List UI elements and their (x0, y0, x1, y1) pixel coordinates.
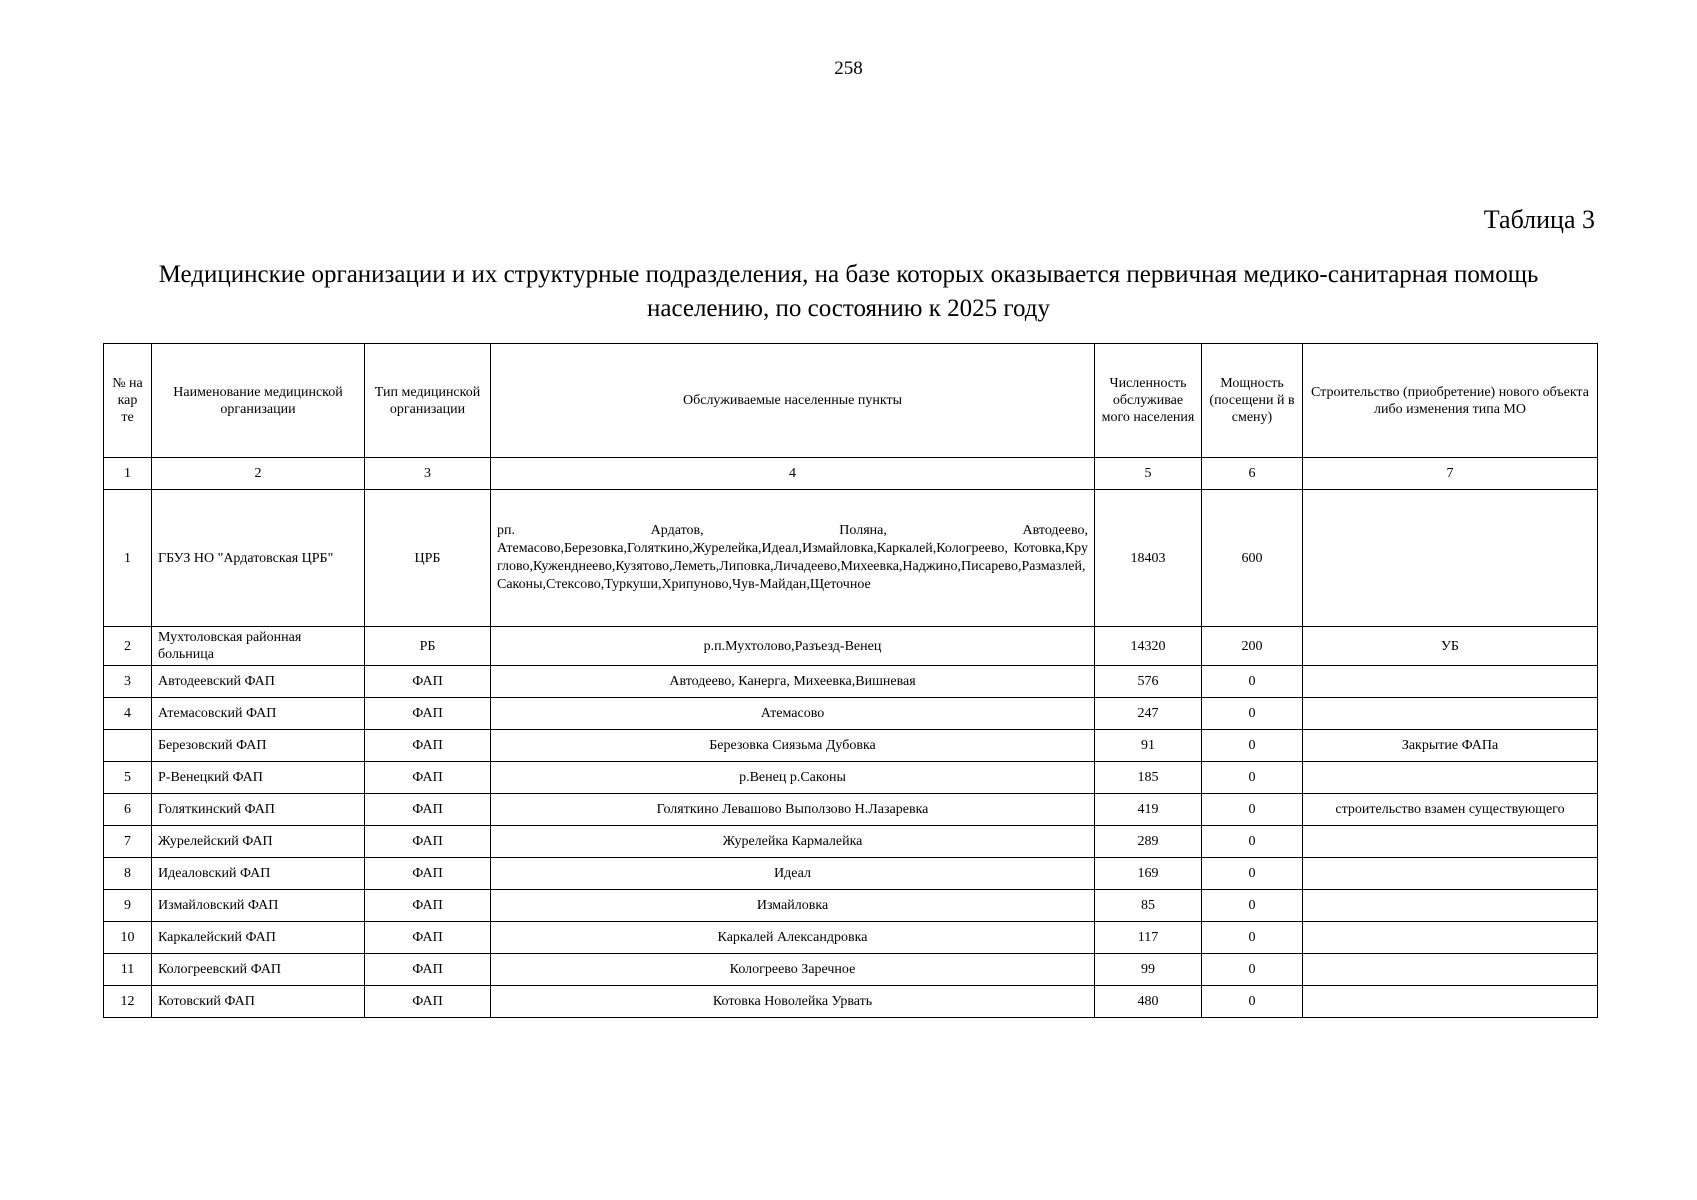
table-row (104, 890, 1598, 922)
cell-population: 99 (1095, 954, 1202, 986)
cell-organization-type: ЦРБ (365, 490, 491, 627)
cell-organization-name: Измайловский ФАП (152, 890, 365, 922)
cell-organization-name: Журелейский ФАП (152, 826, 365, 858)
cell-organization-name: Идеаловский ФАП (152, 858, 365, 890)
table-row (104, 666, 1598, 698)
cell-population: 480 (1095, 986, 1202, 1018)
cell-organization-name: Березовский ФАП (152, 730, 365, 762)
page-number: 258 (834, 58, 863, 79)
cell-organization-name: Р-Венецкий ФАП (152, 762, 365, 794)
cell-organization-type: РБ (365, 627, 491, 666)
table-row (104, 922, 1598, 954)
cell-population: 14320 (1095, 627, 1202, 666)
table-row (104, 826, 1598, 858)
cell-construction: строительство взамен существующего (1303, 794, 1598, 826)
cell-organization-type: ФАП (365, 986, 491, 1018)
cell-construction (1303, 986, 1598, 1018)
cell-population: 169 (1095, 858, 1202, 890)
cell-population: 289 (1095, 826, 1202, 858)
cell-population: 91 (1095, 730, 1202, 762)
cell-population: 117 (1095, 922, 1202, 954)
cell-construction (1303, 922, 1598, 954)
cell-construction: Закрытие ФАПа (1303, 730, 1598, 762)
table-row (104, 627, 1598, 666)
cell-capacity: 0 (1202, 826, 1303, 858)
cell-capacity: 600 (1202, 490, 1303, 627)
header-construction: Строительство (приобретение) нового объекта либо изменения типа МО (1303, 344, 1598, 458)
cell-organization-type: ФАП (365, 858, 491, 890)
cell-organization-name: Голяткинский ФАП (152, 794, 365, 826)
header-organization-name: Наименование медицинской организации (152, 344, 365, 458)
cell-construction (1303, 858, 1598, 890)
table-row (104, 762, 1598, 794)
cell-organization-name: ГБУЗ НО "Ардатовская ЦРБ" (152, 490, 365, 627)
cell-settlements: р.п.Мухтолово,Разъезд-Венец (491, 627, 1095, 666)
table-header-row (104, 344, 1598, 458)
table-row (104, 794, 1598, 826)
column-number: 5 (1095, 458, 1202, 490)
cell-population: 85 (1095, 890, 1202, 922)
cell-construction: УБ (1303, 627, 1598, 666)
cell-organization-name: Автодеевский ФАП (152, 666, 365, 698)
column-number: 7 (1303, 458, 1598, 490)
cell-capacity: 0 (1202, 698, 1303, 730)
cell-capacity: 0 (1202, 730, 1303, 762)
cell-map-number: 6 (104, 794, 152, 826)
cell-construction (1303, 890, 1598, 922)
table-row (104, 954, 1598, 986)
table-label: Таблица 3 (1483, 205, 1595, 234)
cell-map-number: 4 (104, 698, 152, 730)
cell-construction (1303, 698, 1598, 730)
table-row (104, 858, 1598, 890)
cell-settlements: Измайловка (491, 890, 1095, 922)
cell-organization-type: ФАП (365, 954, 491, 986)
cell-settlements: Кологреево Заречное (491, 954, 1095, 986)
cell-settlements: Атемасово (491, 698, 1095, 730)
table-row (104, 730, 1598, 762)
cell-organization-name: Котовский ФАП (152, 986, 365, 1018)
cell-map-number: 3 (104, 666, 152, 698)
cell-organization-type: ФАП (365, 666, 491, 698)
cell-organization-name: Каркалейский ФАП (152, 922, 365, 954)
cell-population: 576 (1095, 666, 1202, 698)
column-number: 6 (1202, 458, 1303, 490)
table-row (104, 490, 1598, 627)
cell-organization-name: Мухтоловская районная больница (152, 627, 365, 666)
cell-capacity: 0 (1202, 922, 1303, 954)
cell-capacity: 0 (1202, 986, 1303, 1018)
cell-settlements: Журелейка Кармалейка (491, 826, 1095, 858)
cell-organization-type: ФАП (365, 922, 491, 954)
cell-organization-type: ФАП (365, 762, 491, 794)
cell-capacity: 0 (1202, 794, 1303, 826)
header-population: Численность обслуживае мого населения (1095, 344, 1202, 458)
cell-settlements: Каркалей Александровка (491, 922, 1095, 954)
cell-map-number: 2 (104, 627, 152, 666)
header-capacity: Мощность (посещени й в смену) (1202, 344, 1303, 458)
header-organization-type: Тип медицинской организации (365, 344, 491, 458)
column-number-row (104, 458, 1598, 490)
cell-map-number: 9 (104, 890, 152, 922)
cell-map-number: 12 (104, 986, 152, 1018)
cell-organization-name: Кологреевский ФАП (152, 954, 365, 986)
column-number: 3 (365, 458, 491, 490)
cell-map-number: 1 (104, 490, 152, 627)
cell-population: 419 (1095, 794, 1202, 826)
cell-map-number: 11 (104, 954, 152, 986)
cell-organization-type: ФАП (365, 826, 491, 858)
cell-settlements (491, 490, 1095, 627)
cell-construction (1303, 666, 1598, 698)
cell-map-number: 10 (104, 922, 152, 954)
cell-settlements: Голяткино Левашово Выползово Н.Лазаревка (491, 794, 1095, 826)
cell-settlements: р.Венец р.Саконы (491, 762, 1095, 794)
cell-settlements: Березовка Сиязьма Дубовка (491, 730, 1095, 762)
column-number: 2 (152, 458, 365, 490)
cell-organization-type: ФАП (365, 698, 491, 730)
cell-organization-type: ФАП (365, 730, 491, 762)
organizations-table (103, 343, 1598, 1018)
cell-capacity: 200 (1202, 627, 1303, 666)
cell-construction (1303, 490, 1598, 627)
table-row (104, 698, 1598, 730)
cell-construction (1303, 762, 1598, 794)
header-map-number: № на кар те (104, 344, 152, 458)
cell-population: 185 (1095, 762, 1202, 794)
cell-organization-type: ФАП (365, 794, 491, 826)
cell-settlements: Идеал (491, 858, 1095, 890)
settlements-first-line: рп. Ардатов, Поляна, Автодеево, (497, 523, 1088, 538)
cell-capacity: 0 (1202, 762, 1303, 794)
header-settlements: Обслуживаемые населенные пункты (491, 344, 1095, 458)
cell-settlements: Автодеево, Канерга, Михеевка,Вишневая (491, 666, 1095, 698)
cell-map-number: 7 (104, 826, 152, 858)
cell-organization-type: ФАП (365, 890, 491, 922)
column-number: 1 (104, 458, 152, 490)
cell-capacity: 0 (1202, 858, 1303, 890)
column-number: 4 (491, 458, 1095, 490)
table-row (104, 986, 1598, 1018)
cell-construction (1303, 954, 1598, 986)
cell-organization-name: Атемасовский ФАП (152, 698, 365, 730)
cell-population: 18403 (1095, 490, 1202, 627)
cell-construction (1303, 826, 1598, 858)
cell-settlements: Котовка Новолейка Урвать (491, 986, 1095, 1018)
cell-map-number (104, 730, 152, 762)
cell-map-number: 8 (104, 858, 152, 890)
cell-capacity: 0 (1202, 890, 1303, 922)
cell-capacity: 0 (1202, 666, 1303, 698)
cell-population: 247 (1095, 698, 1202, 730)
document-title: Медицинские организации и их структурные подразделения, на базе которых оказывается первичная медико-санитарная помощь населению, по состоянию к 2025 году (158, 261, 1539, 322)
cell-capacity: 0 (1202, 954, 1303, 986)
cell-map-number: 5 (104, 762, 152, 794)
settlements-rest: Атемасово,Березовка,Голяткино,Журелейка,Идеал,Измайловка,Каркалей,Кологреево, Котовка,Круглово,Куженднеево,Кузятово,Леметь,Липовка,Личадеево,Михеевка,Наджино,Писарево,Размазлей,Саконы,Стексово,Туркуши,Хрипуново,Чув-Майдан,Щеточное (497, 541, 1088, 592)
